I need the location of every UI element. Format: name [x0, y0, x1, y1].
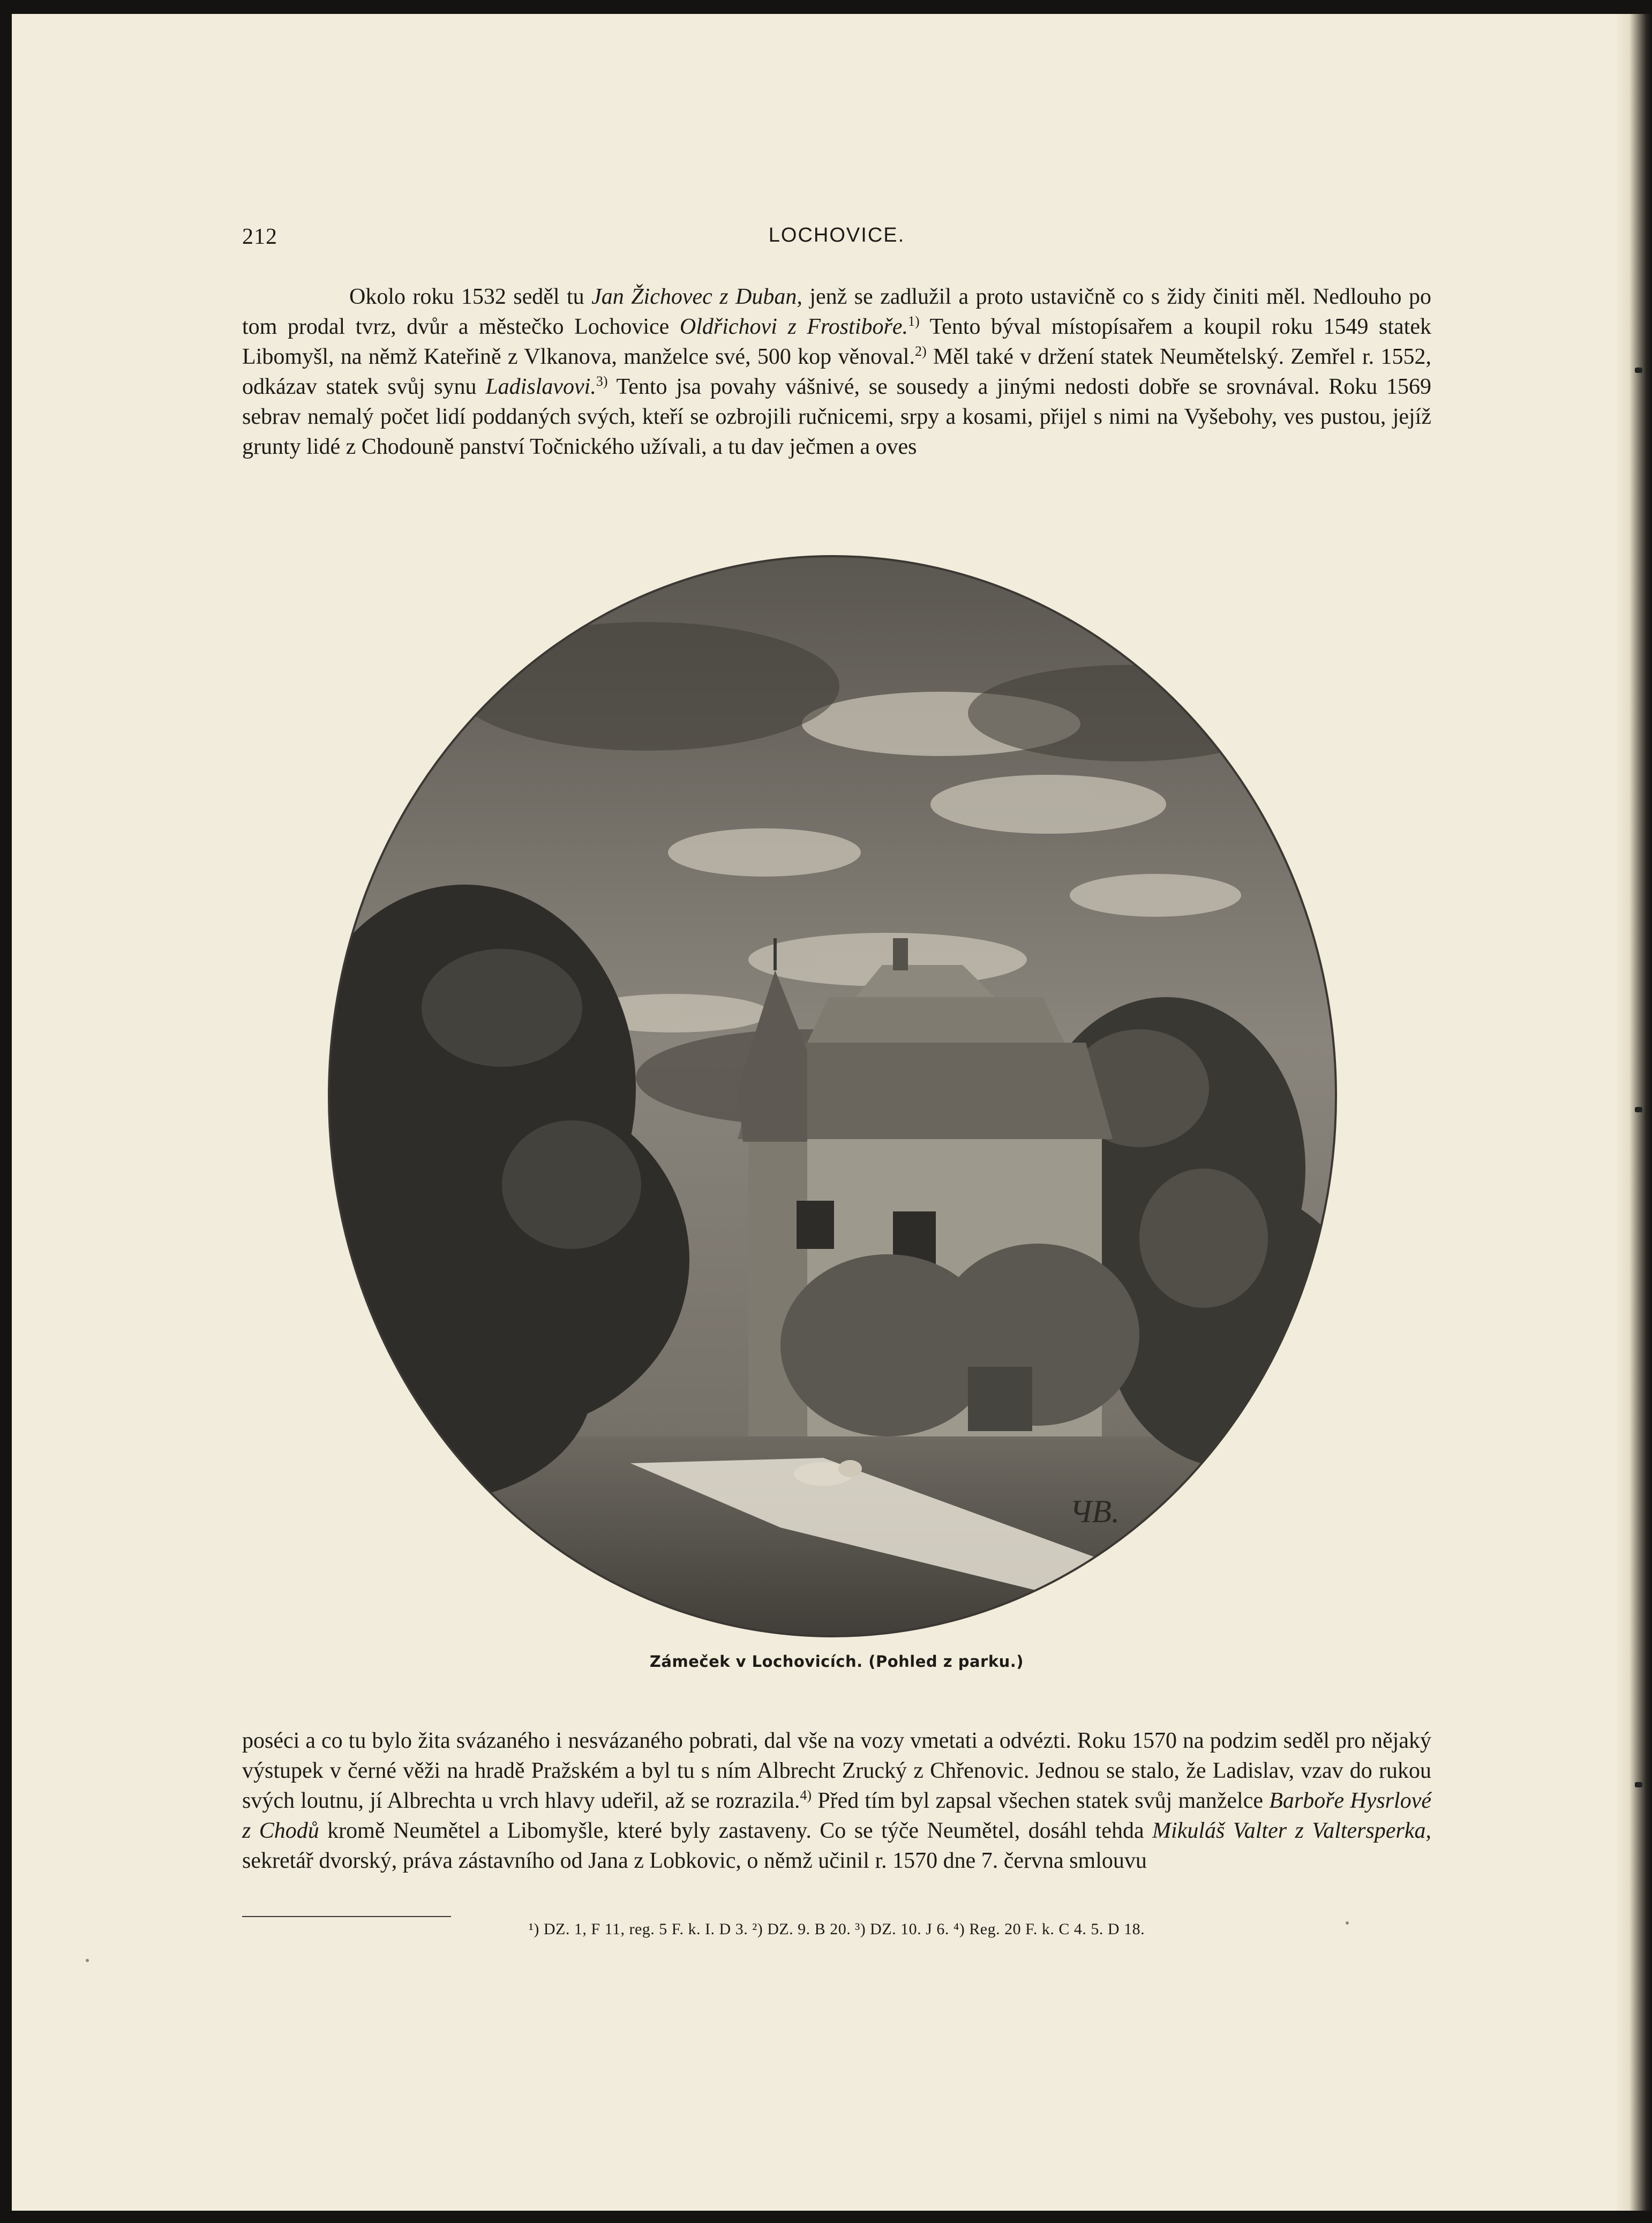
binding-mark — [1635, 368, 1642, 373]
paper-speck — [1346, 1921, 1349, 1925]
paragraph-2: poséci a co tu bylo žita svázaného i nesvázaného pobrati, dal vše na vozy vmetati a odvézti. Roku 1570 na podzim seděl pro nějaký výstupek v černé věži na hradě Pražském a byl tu s ním Albrecht Zrucký z Chřenovic. Jednou se stalo, že Ladislav, vzav do rukou svých loutnu, jí Albrechta u vrch hlavy udeřil, až se rozrazila.$^{4)}$ Před tím byl zapsal všechen statek svůj manželce Barboře Hysrlové z Chodů kromě Neumětel a Libomyšle, které byly zastaveny. Co se týče Neumětel, dosáhl tehda Mikuláš Valter z Valtersperka, sekretář dvorský, práva zástavního od Jana z Lobkovic, o němž učinil r. 1570 dne 7. června smlouvu — [242, 1728, 1431, 1873]
footnote-rule — [242, 1916, 451, 1917]
chateau-illustration — [325, 552, 1340, 1640]
binding-mark — [1635, 1107, 1642, 1112]
footnote-ref: 3) — [596, 373, 608, 389]
footnotes: ¹) DZ. 1, F 11, reg. 5 F. k. I. D 3. ²) DZ. 9. B 20. ³) DZ. 10. J 6. ⁴) Reg. 20 F. k. C 4. 5. D 18. — [528, 1920, 1145, 1938]
artist-signature: ЧВ. — [1070, 1494, 1120, 1529]
paragraph-1: Okolo roku 1532 seděl tu Jan Žichovec z Duban, jenž se zadlužil a proto ustavičně co s židy činiti měl. Nedlouho po tom prodal tvrz, dvůr a městečko Lochovice Oldřichovi z Frostiboře.$^{1)}$ Tento býval místopísařem a koupil roku 1549 statek Libomyšl, na němž Kateřině z Vlkanova, manželce své, 500 kop věnoval.$^{2)}$ Měl také v držení statek Neumětelský. Zemřel r. 1552, odkázav statek svůj synu Ladislavovi.$^{3)}$ Tento jsa povahy vášnivé, se sousedy a jinými nedosti dobře se srovnával. Roku 1569 sebrav nemalý počet lidí poddaných svých, kteří se ozbrojili ručnicemi, srpy a kosami, přijel s nimi na Vyšebohy, ves pustou, jejíž grunty lidé z Chodouně panství Točnického užívali, a tu dav ječmen a oves — [242, 285, 1432, 459]
person-name: Barboře Hysrlové z Chodů — [242, 1788, 1431, 1843]
person-name: Oldřichovi z Frostiboře. — [679, 315, 908, 339]
page-gutter — [1615, 14, 1652, 2211]
person-name: Jan Žichovec z Duban, — [591, 285, 802, 309]
figure-caption: Zámeček v Lochovicích. (Pohled z parku.) — [649, 1652, 1024, 1671]
footnote-ref: 1) — [907, 313, 920, 329]
page-header — [242, 224, 1431, 256]
paper-speck — [86, 1959, 89, 1962]
book-page — [12, 14, 1652, 2211]
person-name: Mikuláš Valter z Valtersperka, — [1152, 1818, 1431, 1843]
binding-mark — [1635, 1782, 1642, 1787]
page-number: 212 — [242, 224, 277, 249]
person-name: Ladislavovi. — [485, 375, 596, 399]
footnote-ref: 2) — [914, 343, 927, 359]
running-title: LOCHOVICE. — [768, 224, 905, 246]
footnote-ref: 4) — [800, 1787, 812, 1803]
